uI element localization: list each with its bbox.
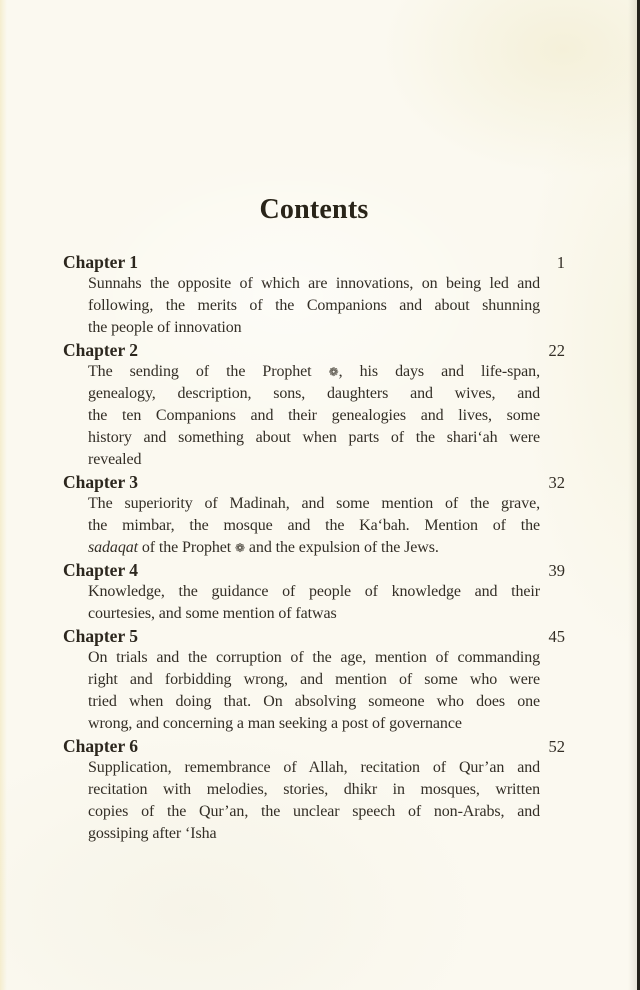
- desc-text: revealed: [88, 451, 142, 468]
- desc-line: [88, 801, 540, 823]
- desc-line: [88, 669, 540, 691]
- toc-entry-head: [63, 339, 565, 361]
- desc-text: the ten Companions and their genealogies and lives, some: [88, 407, 540, 424]
- desc-text: genealogy, description, sons, daughters and wives, and: [88, 385, 540, 402]
- desc-line: [88, 713, 540, 735]
- desc-text: , his days and life-span,: [338, 363, 540, 380]
- toc-entry: [63, 251, 565, 339]
- desc-line: [88, 383, 540, 405]
- desc-line: [88, 361, 540, 383]
- desc-text: Knowledge, the guidance of people of knowledge and their: [88, 583, 540, 600]
- desc-text: history and something about when parts of the shari‘ah were: [88, 429, 540, 446]
- prophet-honorific-icon: ❁: [328, 365, 339, 379]
- toc-entry: [63, 735, 565, 845]
- desc-text: and the expulsion of the Jews.: [245, 539, 439, 556]
- desc-text: the people of innovation: [88, 319, 242, 336]
- toc-entry-head: [63, 559, 565, 581]
- contents-title: Contents: [259, 194, 369, 225]
- desc-line: [88, 449, 540, 471]
- chapter-description: [88, 647, 540, 735]
- chapter-page-number: 39: [548, 561, 565, 580]
- desc-text: courtesies, and some mention of fatwas: [88, 605, 337, 622]
- chapter-description: [88, 581, 540, 625]
- chapter-label: Chapter 2: [63, 340, 139, 360]
- chapter-description: [88, 273, 540, 339]
- desc-line: [88, 823, 540, 845]
- chapter-label: Chapter 6: [63, 736, 139, 756]
- toc-entry: [63, 625, 565, 735]
- desc-line: [88, 427, 540, 449]
- desc-line: [88, 515, 540, 537]
- desc-text: the mimbar, the mosque and the Ka‘bah. Mention of the: [88, 517, 540, 534]
- chapter-description: [88, 493, 540, 559]
- desc-line: [88, 295, 540, 317]
- toc-entry: [63, 339, 565, 471]
- desc-line: [88, 581, 540, 603]
- chapter-label: Chapter 5: [63, 626, 139, 646]
- desc-line: [88, 647, 540, 669]
- desc-line: [88, 537, 540, 559]
- desc-line: [88, 493, 540, 515]
- chapter-description: [88, 361, 540, 471]
- toc-entry-head: [63, 735, 565, 757]
- chapter-label: Chapter 4: [63, 560, 139, 580]
- desc-line: [88, 317, 540, 339]
- chapter-page-number: 1: [556, 253, 565, 272]
- toc-entry-head: [63, 251, 565, 273]
- transliterated-term: sadaqat: [88, 539, 138, 556]
- desc-text: Supplication, remembrance of Allah, recitation of Qur’an and: [88, 759, 540, 776]
- desc-line: [88, 779, 540, 801]
- desc-text: gossiping after ‘Isha: [88, 825, 217, 842]
- chapter-description: [88, 757, 540, 845]
- desc-text: of the Prophet: [137, 539, 236, 556]
- desc-line: [88, 691, 540, 713]
- toc-entry: [63, 559, 565, 625]
- toc-entries: [63, 251, 565, 845]
- desc-text: Sunnahs the opposite of which are innovations, on being led and: [88, 275, 540, 292]
- chapter-label: Chapter 3: [63, 472, 139, 492]
- desc-line: [88, 273, 540, 295]
- chapter-label: Chapter 1: [63, 252, 139, 272]
- desc-text: copies of the Qur’an, the unclear speech of non-Arabs, and: [88, 803, 540, 820]
- desc-text: tried when doing that. On absolving someone who does one: [88, 693, 540, 710]
- chapter-page-number: 45: [548, 627, 565, 646]
- desc-line: [88, 603, 540, 625]
- page-content: [63, 0, 565, 845]
- scan-left-edge: [0, 0, 7, 990]
- prophet-honorific-icon: ❁: [235, 541, 246, 555]
- desc-text: wrong, and concerning a man seeking a post of governance: [88, 715, 462, 732]
- toc-entry-head: [63, 471, 565, 493]
- toc-entry-head: [63, 625, 565, 647]
- desc-text: On trials and the corruption of the age, mention of commanding: [88, 649, 540, 666]
- chapter-page-number: 22: [548, 341, 565, 360]
- desc-text: following, the merits of the Companions and about shunning: [88, 297, 540, 314]
- desc-text: The sending of the Prophet: [88, 363, 329, 380]
- desc-text: recitation with melodies, stories, dhikr in mosques, written: [88, 781, 540, 798]
- chapter-page-number: 32: [548, 473, 565, 492]
- desc-text: right and forbidding wrong, and mention of some who were: [88, 671, 540, 688]
- desc-line: [88, 757, 540, 779]
- desc-line: [88, 405, 540, 427]
- desc-text: The superiority of Madinah, and some mention of the grave,: [88, 495, 540, 512]
- chapter-page-number: 52: [548, 737, 565, 756]
- toc-entry: [63, 471, 565, 559]
